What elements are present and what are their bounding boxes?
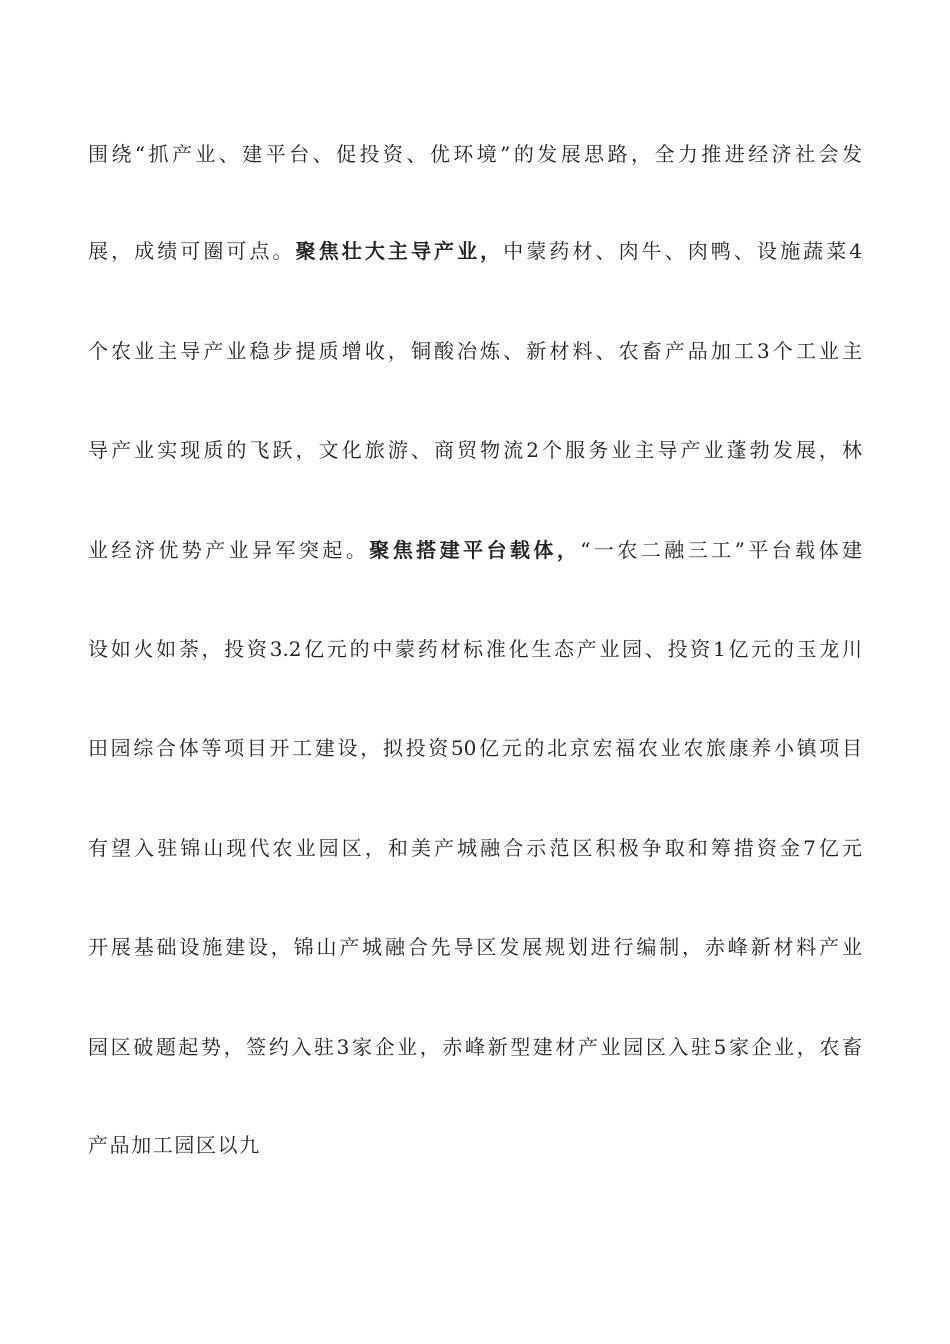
paragraph-line-11 (88, 1130, 862, 1160)
line-text: 田园综合体等项目开工建设，拟投资50亿元的北京宏福农业农旅康养小镇项目 (88, 736, 862, 760)
bold-heading-platform-carriers: 聚焦搭建平台载体， (369, 538, 581, 562)
paragraph-line-10 (88, 1032, 862, 1062)
paragraph-line-1 (88, 139, 862, 169)
line-text-pre: 业经济优势产业异军突起。 (88, 538, 370, 562)
line-text: 产品加工园区以九 (88, 1133, 261, 1157)
line-text-post: 中蒙药材、肉牛、肉鸭、设施蔬菜4 (503, 239, 862, 263)
paragraph-line-8 (88, 833, 862, 863)
line-text: 导产业实现质的飞跃，文化旅游、商贸物流2个服务业主导产业蓬勃发展，林 (88, 438, 862, 462)
line-text-post: “一农二融三工”平台载体建 (580, 538, 862, 562)
paragraph-line-6 (88, 634, 862, 664)
line-text: 开展基础设施建设，锦山产城融合先导区发展规划进行编制，赤峰新材料产业 (88, 935, 862, 959)
line-text: 个农业主导产业稳步提质增收，铜酸冶炼、新材料、农畜产品加工3个工业主 (88, 339, 862, 363)
paragraph-line-5 (88, 535, 862, 565)
line-text-pre: 展，成绩可圈可点。 (88, 239, 296, 263)
bold-heading-main-industries: 聚焦壮大主导产业， (295, 239, 504, 263)
paragraph-line-9 (88, 932, 862, 962)
paragraph-line-4 (88, 435, 862, 465)
line-text: 设如火如荼，投资3.2亿元的中蒙药材标准化生态产业园、投资1亿元的玉龙川 (88, 637, 862, 661)
line-text: 园区破题起势，签约入驻3家企业，赤峰新型建材产业园区入驻5家企业，农畜 (88, 1035, 862, 1059)
paragraph-line-2 (88, 236, 862, 266)
line-text: 围绕“抓产业、建平台、促投资、优环境”的发展思路，全力推进经济社会发 (88, 142, 862, 166)
paragraph-line-7 (88, 733, 862, 763)
paragraph-line-3 (88, 336, 862, 366)
line-text: 有望入驻锦山现代农业园区，和美产城融合示范区积极争取和筹措资金7亿元 (88, 836, 862, 860)
